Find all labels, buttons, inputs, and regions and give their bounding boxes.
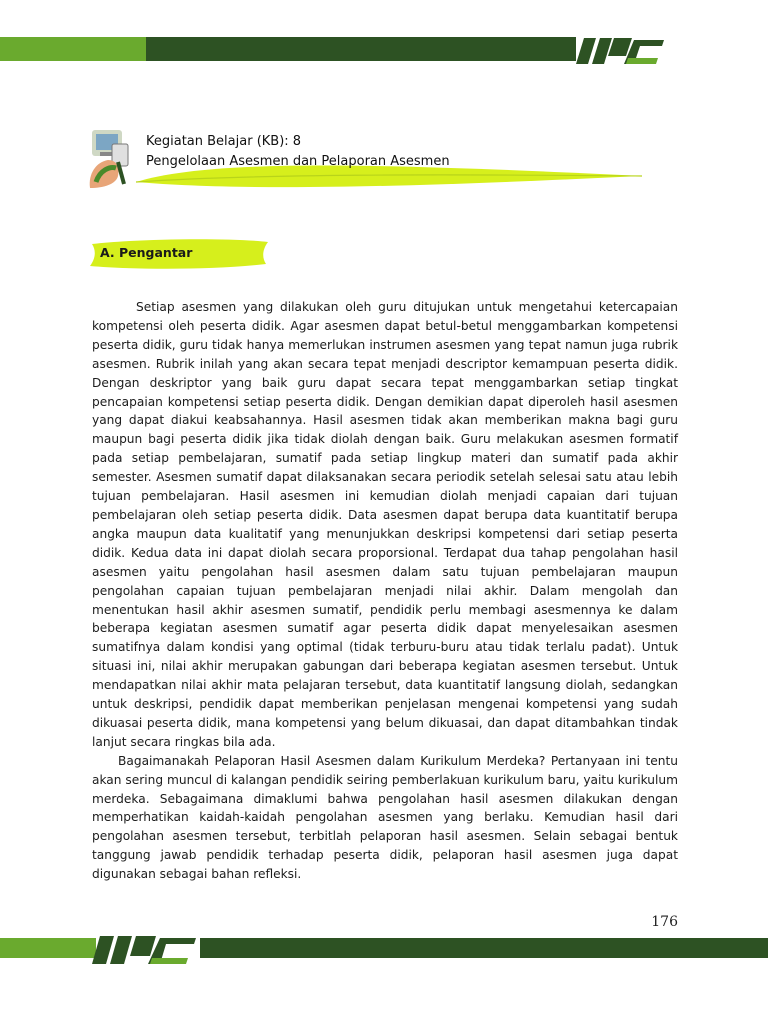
bottom-banner-light (0, 938, 96, 958)
page-number: 176 (651, 914, 678, 930)
logo-mark-icon (90, 930, 200, 970)
top-banner-light (0, 37, 146, 61)
logo-mark-icon (570, 30, 666, 72)
top-banner-dark (146, 37, 576, 61)
study-icon (86, 126, 136, 190)
paragraph-1: Setiap asesmen yang dilakukan oleh guru ditujukan untuk mengetahui ketercapaian kompetensi oleh peserta didik. Agar asesmen dapat betul-betul menggambarkan kompetensi peserta didik, guru tidak hanya memerlukan instrumen asesmen yang tepat namun juga rubrik asesmen. Rubrik inilah yang akan secara tepat menjadi descriptor kemampuan peserta didik. Dengan deskriptor yang baik guru dapat secara tepat menggambarkan setiap tingkat pencapaian kompetensi setiap peserta didik. Dengan demikian dapat diperoleh hasil asesmen yang dapat diakui keabsahannya. Hasil asesmen tidak akan memberikan makna bagi guru maupun bagi peserta didik jika tidak diolah dengan baik. Guru melakukan asesmen formatif pada setiap pembelajaran, sumatif pada setiap lingkup materi dan sumatif pada akhir semester. Asesmen sumatif dapat dilaksanakan secara periodik setelah selesai satu atau lebih tujuan pembelajaran. Hasil asesmen ini kemudian diolah menjadi capaian dari tujuan pembelajaran oleh setiap peserta didik. Data asesmen dapat berupa data kuantitatif berupa angka maupun data kualitatif yang menunjukkan deskripsi kompetensi dari setiap peserta didik. Kedua data ini dapat diolah secara proporsional. Terdapat dua tahap pengolahan hasil asesmen yaitu pengolahan hasil asesmen dalam satu tujuan pembelajaran maupun pengolahan capaian tujuan pembelajaran menjadi nilai akhir. Dalam mengolah dan menentukan hasil akhir asesmen sumatif, pendidik perlu membagi asesmennya ke dalam beberapa kegiatan asesmen sumatif agar peserta didik dapat menyelesaikan asesmen sumatifnya dalam kondisi yang optimal (tidak terburu-buru atau tidak terlalu padat). Untuk situasi ini, nilai akhir merupakan gabungan dari beberapa kegiatan asesmen tersebut. Untuk mendapatkan nilai akhir mata pelajaran tersebut, data kuantitatif langsung diolah, sedangkan untuk deskripsi, pendidik dapat memberikan penjelasan mengenai kompetensi yang sudah dikuasai peserta didik, mana kompetensi yang belum dikuasai, dan dapat ditambahkan tindak lanjut secara ringkas bila ada. (92, 300, 678, 749)
section-tag (86, 236, 270, 272)
paragraph-2: Bagaimanakah Pelaporan Hasil Asesmen dalam Kurikulum Merdeka? Pertanyaan ini tentu akan sering muncul di kalangan pendidik seiring pemberlakuan kurikulum baru, yaitu kurikulum merdeka. Sebagaimana dimaklumi bahwa pengolahan hasil asesmen dilakukan dengan memperhatikan kaidah-kaidah pengolahan asesmen yang berlaku. Kemudian hasil dari pengolahan asesmen tersebut, terbitlah pelaporan hasil asesmen. Selain sebagai bentuk tanggung jawab pendidik terhadap peserta didik, pelaporan hasil asesmen juga dapat digunakan sebagai bahan refleksi. (92, 753, 678, 882)
kb-title: Pengelolaan Asesmen dan Pelaporan Asesmen (146, 154, 450, 169)
kb-title-block (146, 132, 450, 172)
section-label: A. Pengantar (100, 245, 193, 260)
bottom-banner-dark (200, 938, 768, 958)
body-text (92, 298, 678, 884)
kb-header (86, 126, 646, 196)
kb-label: Kegiatan Belajar (KB): 8 (146, 134, 302, 149)
